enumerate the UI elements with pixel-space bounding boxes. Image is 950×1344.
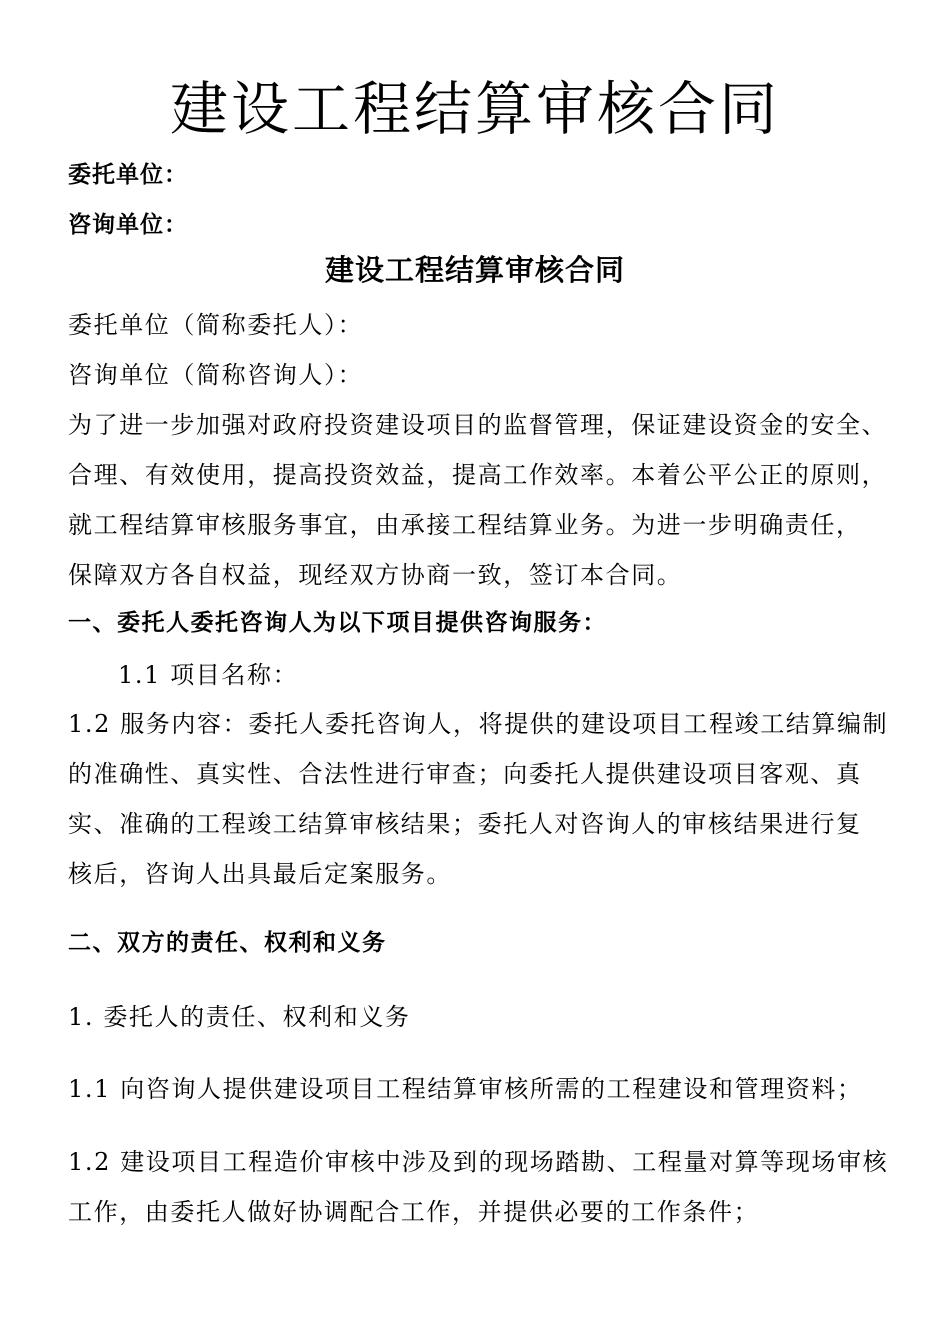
section1-item-1-1: 1.1 项目名称： xyxy=(118,661,299,689)
main-title: 建设工程结算审核合同 xyxy=(169,75,780,143)
section2-item-1-2-line: 1.2 建设项目工程造价审核中涉及到的现场踏勘、工程量对算等现场审核 xyxy=(68,1148,889,1176)
section1-item-1-2-line: 1.2 服务内容：委托人委托咨询人，将提供的建设项目工程竣工结算编制 xyxy=(68,710,889,738)
intro-line: 保障双方各自权益，现经双方协商一致，签订本合同。 xyxy=(68,561,683,589)
section1-item-1-2-line: 实、准确的工程竣工结算审核结果；委托人对咨询人的审核结果进行复 xyxy=(68,810,862,838)
section2-heading: 二、双方的责任、权利和义务 xyxy=(68,930,387,956)
consultant-label: 咨询单位： xyxy=(68,212,188,238)
section2-item-1-1: 1.1 向咨询人提供建设项目工程结算审核所需的工程建设和管理资料； xyxy=(68,1075,863,1103)
intro-line: 就工程结算审核服务事宜，由承接工程结算业务。为进一步明确责任， xyxy=(68,511,862,539)
consultant-full-label: 咨询单位（简称咨询人）： xyxy=(68,361,364,389)
section1-item-1-2-line: 的准确性、真实性、合法性进行审查；向委托人提供建设项目客观、真 xyxy=(68,760,862,788)
client-full-label: 委托单位（简称委托人）： xyxy=(68,311,364,339)
section2-item-1-2-line: 工作，由委托人做好协调配合工作，并提供必要的工作条件； xyxy=(68,1198,760,1226)
intro-line: 为了进一步加强对政府投资建设项目的监督管理，保证建设资金的安全、 xyxy=(68,411,888,439)
intro-line: 合理、有效使用，提高投资效益，提高工作效率。本着公平公正的原则， xyxy=(68,461,888,489)
section1-item-1-2-line: 核后，咨询人出具最后定案服务。 xyxy=(68,860,452,888)
client-label: 委托单位： xyxy=(68,162,188,188)
section1-heading: 一、委托人委托咨询人为以下项目提供咨询服务： xyxy=(68,610,607,636)
sub-title: 建设工程结算审核合同 xyxy=(324,253,625,287)
section2-sub1: 1. 委托人的责任、权利和义务 xyxy=(68,1003,411,1031)
